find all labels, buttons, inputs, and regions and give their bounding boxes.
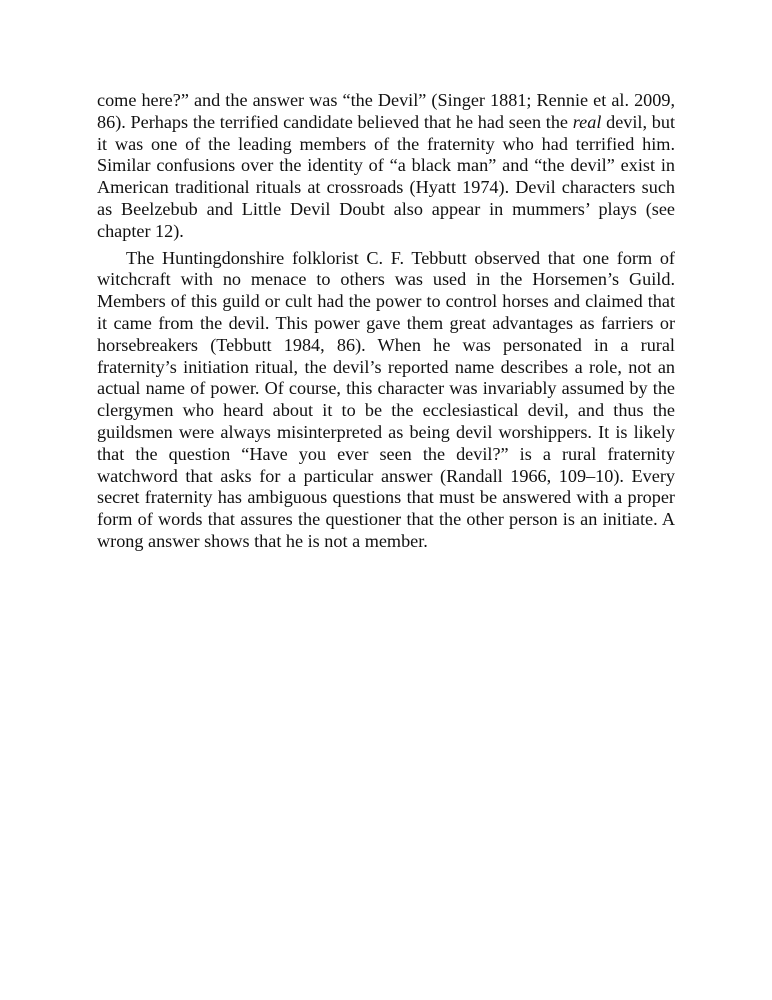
page-body (97, 90, 675, 553)
paragraph-text-before: come here?” and the answer was “the Devil” (Singer 1881; Rennie et al. 2009, 86). Perhaps the terrified candidate believed that he had seen the (97, 90, 675, 132)
paragraph-text-after: devil, but it was one of the leading members of the fraternity who had terrified him. Similar confusions over the identity of “a black man” and “the devil” exist in American traditional rituals at crossroads (Hyatt 1974). Devil characters such as Beelzebub and Little Devil Doubt also appear in mummers’ plays (see chapter 12). (97, 111, 675, 241)
paragraph-tebbutt: The Huntingdonshire folklorist C. F. Tebbutt observed that one form of witchcraft with no menace to others was used in the Horsemen’s Guild. Members of this guild or cult had the power to control horses and claimed that it came from the devil. This power gave them great advantages as farriers or horsebreakers (Tebbutt 1984, 86). When he was personated in a rural fraternity’s initiation ritual, the devil’s reported name describes a role, not an actual name of power. Of course, this character was invariably assumed by the clergymen who heard about it to be the ecclesiastical devil, and thus the guildsmen were always misinterpreted as being devil worshippers. It is likely that the question “Have you ever seen the devil?” is a rural fraternity watchword that asks for a particular answer (Randall 1966, 109–10). Every secret fraternity has ambiguous questions that must be answered with a proper form of words that assures the questioner that the other person is an initiate. A wrong answer shows that he is not a member. (97, 247, 675, 551)
emphasized-word: real (572, 111, 602, 132)
paragraph-continued (97, 90, 675, 243)
